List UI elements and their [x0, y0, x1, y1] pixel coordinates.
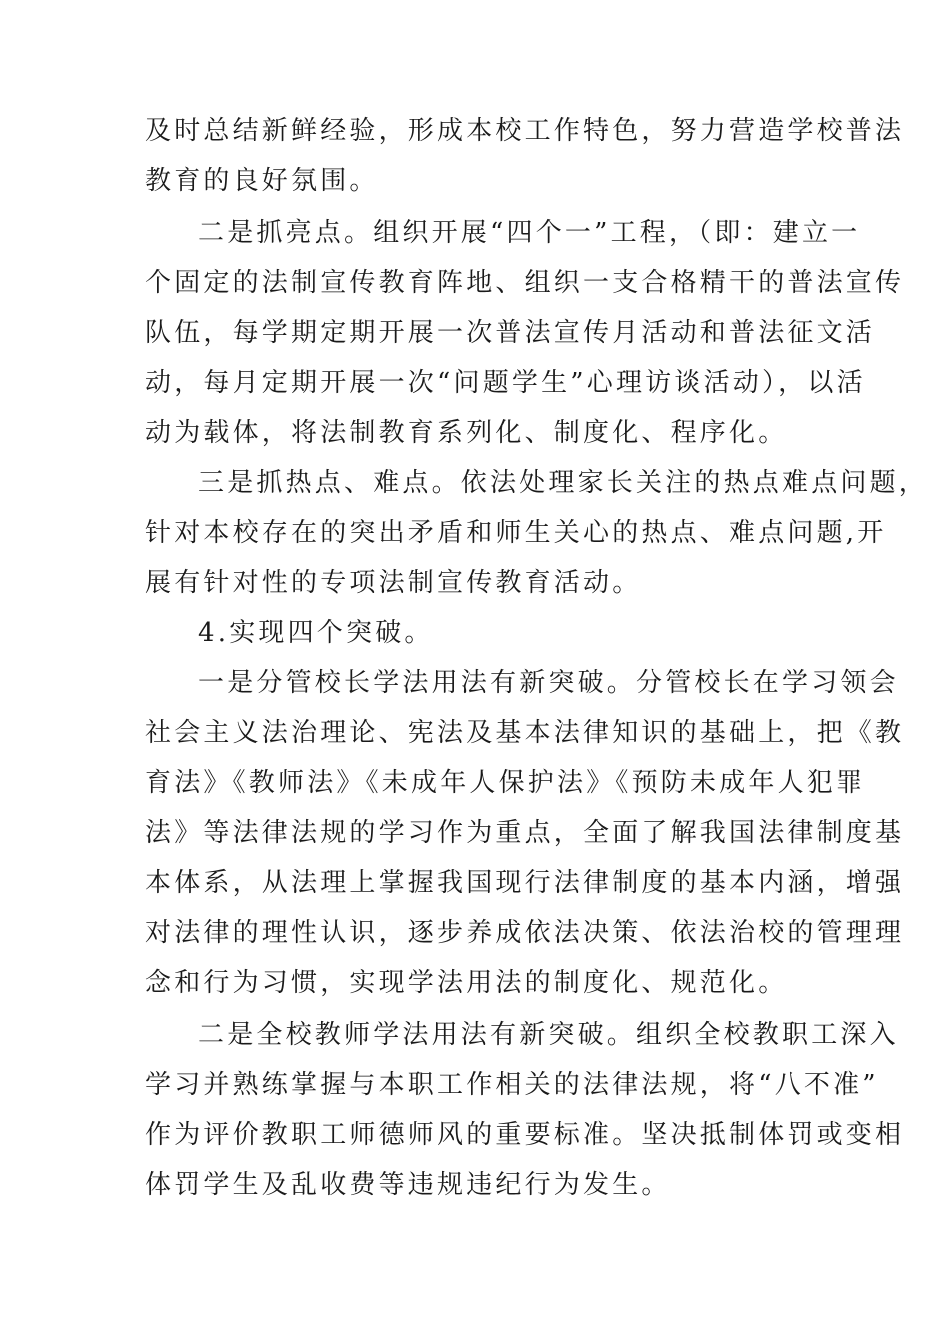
paragraph-start-line: 三是抓热点、难点。依法处理家长关注的热点难点问题，: [198, 468, 929, 498]
paragraph-start-line: 一是分管校长学法用法有新突破。分管校长在学习领会: [198, 668, 899, 698]
section-heading: 4.实现四个突破。: [198, 618, 434, 648]
text-line: 体罚学生及乱收费等违规违纪行为发生。: [145, 1170, 671, 1200]
text-line: 本体系，从法理上掌握我国现行法律制度的基本内涵，增强: [145, 868, 905, 898]
text-line: 育法》《教师法》《未成年人保护法》《预防未成年人犯罪: [145, 768, 866, 798]
text-line: 动，每月定期开展一次“问题学生”心理访谈活动），以活: [145, 368, 866, 398]
text-line: 及时总结新鲜经验，形成本校工作特色，努力营造学校普法: [145, 116, 905, 146]
text-line: 念和行为习惯，实现学法用法的制度化、规范化。: [145, 968, 788, 998]
text-line: 法》等法律法规的学习作为重点，全面了解我国法律制度基: [145, 818, 905, 848]
text-line: 展有针对性的专项法制宣传教育活动。: [145, 568, 642, 598]
paragraph-start-line: 二是抓亮点。组织开展“四个一”工程，（即：建立一: [198, 218, 861, 248]
text-line: 对法律的理性认识，逐步养成依法决策、依法治校的管理理: [145, 918, 905, 948]
text-line: 作为评价教职工师德师风的重要标准。坚决抵制体罚或变相: [145, 1120, 905, 1150]
text-line: 队伍，每学期定期开展一次普法宣传月活动和普法征文活: [145, 318, 876, 348]
text-line: 动为载体，将法制教育系列化、制度化、程序化。: [145, 418, 788, 448]
paragraph-start-line: 二是全校教师学法用法有新突破。组织全校教职工深入: [198, 1020, 899, 1050]
text-line: 社会主义法治理论、宪法及基本法律知识的基础上，把《教: [145, 718, 905, 748]
text-line: 教育的良好氛围。: [145, 166, 379, 196]
text-line: 个固定的法制宣传教育阵地、组织一支合格精干的普法宣传: [145, 268, 905, 298]
text-line: 学习并熟练掌握与本职工作相关的法律法规，将“八不准”: [145, 1070, 879, 1100]
text-line: 针对本校存在的突出矛盾和师生关心的热点、难点问题,开: [145, 518, 887, 548]
